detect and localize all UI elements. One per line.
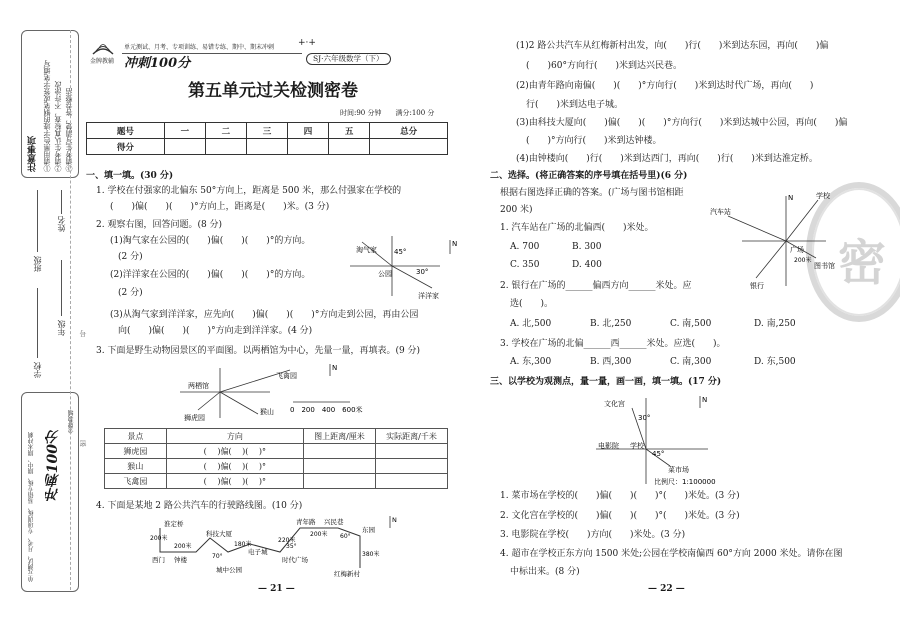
school-observation-figure [596,394,736,484]
table-row [105,444,448,459]
task-4-line-2: 中标出来。(8 分) [510,567,580,577]
q2-b-line-1: (2)洋洋家在公园的( )偏( )( )°的方向。 [110,270,311,280]
choice-2-opt-c[interactable]: C. 南,500 [670,319,712,329]
choice-1-opt-b[interactable]: B. 300 [572,242,602,252]
q1-line-2: ( )偏( )( )°方向上，距离是( )米。(3 分) [110,202,330,212]
zoo-header-0: 景点 [105,429,167,444]
square-map-figure [706,186,836,296]
q4-3-line-2: ( )°方向行( )米到达钟楼。 [526,136,662,146]
angle-45-label: 45° [394,248,407,256]
section-1-heading: 一、填一填。(30 分) [86,171,174,181]
q2-line-1: 2. 观察右图，回答问题。(8 分) [96,220,223,230]
amphibian-label: 两栖馆 [188,382,209,390]
zoo-place-0: 狮虎园 [105,444,167,459]
choice-intro-1: 根据右图选择正确的答案。(广场与图书馆相距 [500,188,684,198]
q4-2-line-1: (2)由青年路向南偏( )( )°方向行( )米到达时代广场，再向( ) [516,81,814,91]
taoqi-label: 淘气家 [356,246,377,254]
seal-line-label: 密 [79,440,87,447]
birds-label: 飞禽园 [276,372,297,380]
zoo-answer-table [104,428,448,489]
park-label: 公园 [378,270,392,278]
zoo-header-2: 图上距离/厘米 [303,429,375,444]
strip-company: 金牌教辅 [68,410,75,434]
zoo-place-2: 飞禽园 [105,474,167,489]
xingmin-label: 兴民巷 [324,518,344,526]
q4-line-1: 4. 下面是某地 2 路公共汽车的行驶路线图。(10 分) [96,501,303,511]
angle-35-label: 35° [286,543,297,550]
bus-north-label: N [392,516,397,524]
book-logo-icon [92,40,114,58]
dist-6-label: 380米 [362,551,380,558]
score-row-label: 得分 [87,139,165,155]
q2-c-line-1: (3)从淘气家到洋洋家，应先向( )偏( )( )°方向走到公园，再由公园 [110,310,419,320]
scale-label: 比例尺：1:100000 [654,478,716,486]
q4-3-line-1: (3)由科技大厦向( )偏( )( )°方向行( )米到达城中公园，再向( )偏 [516,118,848,128]
zhunding-label: 淮定桥 [164,520,184,528]
school-label: 学校 [33,362,42,378]
square-north-label: N [788,194,794,202]
school-map-label: 学校 [816,192,830,200]
task-2: 2. 文化宫在学校的( )偏( )( )°( )米处。(3 分) [500,511,740,521]
zoo-header-3: 实际距离/千米 [375,429,447,444]
zoo-map-dist-2[interactable] [303,474,375,489]
choice-3-opt-d[interactable]: D. 东,500 [754,357,796,367]
grade-badge: SJ·六年级数学（下） [306,53,391,65]
exam-meta: 时间:90 分钟 满分:100 分 [340,109,435,117]
choice-intro-2: 200 米) [500,205,533,215]
name-label: 姓名 [57,216,66,232]
q2-b-line-2: (2 分) [118,288,143,298]
note-2: ②请考生认真检查，不许涂改 [54,81,62,172]
cinema-label: 电影院 [598,442,619,450]
stamp-char: 密 [838,235,887,291]
grade-label: 年级 [57,320,66,336]
library-label: 图书馆 [814,262,835,270]
square-label: 广场 [790,246,804,254]
score-cell[interactable] [246,139,287,155]
task-3: 3. 电影院在学校( )方向( )米处。(3 分) [500,530,686,540]
score-header-2: 二 [205,123,246,139]
qingnian-label: 青年路 [296,518,316,526]
notes-label: 注意事项 [28,136,38,172]
q4-2-line-2: 行( )米到达电子城。 [526,100,624,110]
zoo-real-dist-2[interactable] [375,474,447,489]
page-number-right: — 22 — [648,584,685,594]
dongyuan-label: 东园 [362,526,375,534]
strip-brand-name: 冲刺100分 [45,430,61,502]
honghai-label: 红梅新村 [334,570,360,578]
score-header-4: 四 [288,123,329,139]
table-row [105,459,448,474]
bank-label: 银行 [750,282,764,290]
score-header-6: 总分 [370,123,448,139]
school-line [37,288,38,358]
choice-2-opt-b[interactable]: B. 北,250 [590,319,632,329]
q4-1-line-1: (1)2 路公共汽车从红梅新村出发，向( )行( )米到达东园，再向( )偏 [516,41,829,51]
class-label: 班级 [33,256,42,272]
page-number-left: — 21 — [258,584,295,594]
school-observe-label: 学校 [630,442,644,450]
market-label: 菜市场 [668,466,689,474]
zoo-header-1: 方向 [166,429,303,444]
zhongjie-label: 钟楼 [174,556,187,564]
score-table [86,122,448,155]
dianzi-label: 电子城 [248,548,268,556]
choice-2-line-1: 2. 银行在广场的______偏西方向______米处。应 [500,281,692,291]
yangyang-label: 洋洋家 [418,292,439,300]
observe-north-label: N [702,396,708,404]
bus-station-label: 汽车站 [710,208,731,216]
score-header-3: 三 [246,123,287,139]
task-1: 1. 菜市场在学校的( )偏( )( )°( )米处。(3 分) [500,491,740,501]
q4-1-line-2: ( )60°方向行( )米到达兴民巷。 [526,61,682,71]
brand-name: 冲刺100分 [124,56,191,71]
dist-1-label: 200米 [150,535,168,542]
bus-route-figure [150,516,400,576]
zoo-real-dist-0[interactable] [375,444,447,459]
zoo-map-dist-0[interactable] [303,444,375,459]
dist-2-label: 200米 [174,543,192,550]
choice-1-opt-c[interactable]: C. 350 [510,260,540,270]
zoo-dir-2[interactable]: ( )偏( )( )° [166,474,303,489]
note-1: ①请用黑色字迹的钢笔或签字笔填写 [43,60,51,172]
choice-1: 1. 汽车站在广场的北偏西( )米处。 [500,223,654,233]
choice-3-opt-b[interactable]: B. 西,300 [590,357,632,367]
choice-3-opt-a[interactable]: A. 东,300 [510,357,552,367]
shidai-label: 时代广场 [282,556,308,564]
choice-2-opt-a[interactable]: A. 北,500 [510,319,552,329]
plus-icon: +·+ [298,38,316,48]
angle-30-label: 30° [416,268,429,276]
section-3-heading: 三、以学校为观测点，量一量，画一画，填一填。(17 分) [490,377,722,387]
task-4-line-1: 4. 超市在学校正东方向 1500 米处;公园在学校南偏西 60°方向 2000 米处。请你在图 [500,549,843,559]
q3-line-1: 3. 下面是野生动物园景区的平面图。以两栖馆为中心，先量一量，再填表。(9 分) [96,346,421,356]
name-line [61,190,62,214]
table-row [105,474,448,489]
q2-a-line-2: (2 分) [118,252,143,262]
angle-30-observe-label: 30° [638,414,651,422]
company-name: 金牌教辅 [90,58,115,65]
xihe-label: 西门 [152,556,165,564]
culture-palace-label: 文化宫 [604,400,625,408]
choice-2-opt-d[interactable]: D. 南,250 [754,319,796,329]
choice-1-opt-a[interactable]: A. 700 [510,242,540,252]
exam-title: 第五单元过关检测密卷 [188,81,358,101]
choice-3-line: 3. 学校在广场的北偏______西______米处。应选( )。 [500,339,726,349]
score-header-0: 题号 [87,123,165,139]
chengzhong-label: 城中公园 [216,566,242,574]
q1-line-1: 1. 学校在付强家的北偏东 50°方向上，距离是 500 米，那么付强家在学校的 [96,186,402,196]
q2-a-line-1: (1)淘气家在公园的( )偏( )( )°的方向。 [110,236,311,246]
score-cell[interactable] [370,139,448,155]
choice-1-opt-d[interactable]: D. 400 [572,260,602,270]
q2-c-line-2: 向( )偏( )( )°方向走到洋洋家。(4 分) [118,326,313,336]
angle-70-label: 70° [212,553,223,560]
zoo-scale-label: 0 200 400 600米 [290,406,363,414]
zoo-map-figure [180,362,440,422]
header-rule [122,53,302,54]
class-line [37,190,38,252]
grade-line [61,260,62,316]
zoo-dir-1[interactable]: ( )偏( )( )° [166,459,303,474]
zoo-north-label: N [332,364,338,372]
park-direction-figure [350,236,460,300]
angle-60-label: 60° [340,533,351,540]
choice-3-opt-c[interactable]: C. 南,300 [670,357,712,367]
lion-label: 狮虎园 [184,414,205,422]
distance-200-label: 200米 [794,257,812,264]
cut-line [70,30,71,590]
score-cell[interactable] [288,139,329,155]
zoo-dir-0[interactable]: ( )偏( )( )° [166,444,303,459]
score-header-1: 一 [164,123,205,139]
zoo-place-1: 猴山 [105,459,167,474]
dist-5-label: 200米 [310,531,328,538]
score-cell[interactable] [164,139,205,155]
dist-3-label: 180米 [234,541,252,548]
section-2-heading: 二、选择。(将正确答案的序号填在括号里)(6 分) [490,171,688,181]
zoo-map-dist-1[interactable] [303,459,375,474]
angle-45-observe-label: 45° [652,450,665,458]
north-label: N [452,240,458,248]
score-cell[interactable] [205,139,246,155]
note-3: ③请考生写清楚，答卷整洁 [65,88,73,172]
dist-4-label: 220米 [278,537,296,544]
score-header-5: 五 [329,123,370,139]
strip-tagline: 单元测试、月考、专项训练、易错专练、期中、期末冲刺 [28,432,35,582]
seat-label: 号 [79,330,87,337]
score-cell[interactable] [329,139,370,155]
choice-2-line-2: 选( )。 [510,299,554,309]
monkey-label: 猴山 [260,408,274,416]
zoo-real-dist-1[interactable] [375,459,447,474]
keji-label: 科技大厦 [206,530,232,538]
q4-4-line: (4)由钟楼向( )行( )米到达西门，再向( )行( )米到达淮定桥。 [516,154,818,164]
brand-tagline: 单元测试、月考、专项训练、易错专练、期中、期末冲刺 [124,44,275,51]
